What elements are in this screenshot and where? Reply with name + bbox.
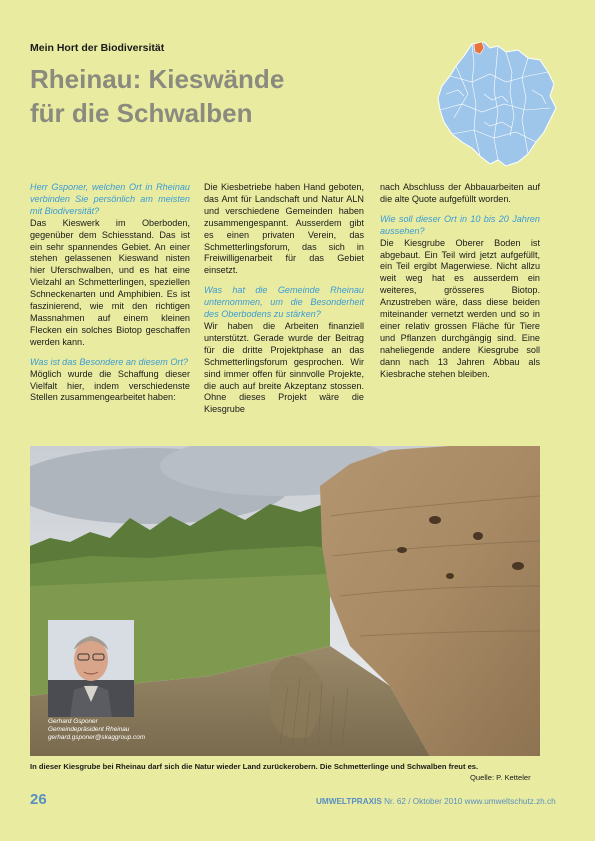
article-kicker: Mein Hort der Biodiversität	[30, 42, 165, 54]
portrait-role: Gemeindepräsident Rheinau	[48, 726, 130, 733]
photo-caption: In dieser Kiesgrube bei Rheinau darf sich die Natur wieder Land zurückerobern. Die Schmetterlinge und Schwalben freut es.	[30, 762, 479, 771]
answer-4: Die Kiesgrube Oberer Boden ist abgebaut. Ein Teil wird jetzt aufgefüllt, ein Teil ergibt Magerwiese. Nicht allzu weit weg hat es ausserdem ein weiteres, grösseres Biotop. Anzustreben wäre, dass diese beiden miteinander vernetzt werden und so in einer relativ grossen Fläche für Tiere und Pflanzen durchgängig sind. Eine naheliegende andere Kiesgrube soll dann nach 13 Jahren Abbau als Kiesbrache stehen bleiben.	[380, 237, 540, 379]
canton-map	[432, 38, 560, 170]
answer-2: Möglich wurde die Schaffung dieser Vielfalt hier, indem verschiedenste Stellen zusammengearbeitet haben:	[30, 368, 190, 403]
answer-2-continued: Die Kiesbetriebe haben Hand geboten, das Amt für Landschaft und Natur ALN und verschiedene Gemeinden haben zusammengespannt. Ausserdem gibt es einen privaten Verein, das Schmetterlingsforum, das sich in Freiwilligenarbeit für das Gebiet einsetzt.	[204, 182, 364, 276]
answer-3-continued: nach Abschluss der Abbauarbeiten auf die alte Quote aufgefüllt worden.	[380, 182, 540, 204]
answer-1: Das Kieswerk im Oberboden, gegenüber dem Schiesstand. Das ist ein sehr spannendes Gebiet. An einer stehen gelassenen Kieswand nisten hier Uferschwalben, und es hat eine Vielzahl an Schmetterlingen, speziellen Schneckenarten und Amphibien. Es ist faszinierend, wie mit den richtigen Massnahmen auf einem kleinen Flecken ein solches Biotop geschaffen werden kann.	[30, 217, 190, 347]
question-1: Herr Gsponer, welchen Ort in Rheinau verbinden Sie persönlich am meisten mit Biodiversität?	[30, 182, 190, 216]
photo-source: Quelle: P. Ketteler	[470, 773, 531, 782]
article-title: Rheinau: Kieswände für die Schwalben	[30, 64, 285, 128]
footer-url[interactable]: www.umweltschutz.zh.ch	[464, 797, 556, 806]
portrait-caption	[48, 718, 145, 742]
footer-info	[316, 797, 556, 806]
canton-outline	[438, 42, 556, 166]
article-column-2	[204, 182, 364, 424]
answer-3: Wir haben die Arbeiten finanziell unterstützt. Gerade wurde der Beitrag für die dritte Projektphase an das Schmetterlingsforum gesprochen. Wir sind immer offen für sinnvolle Projekte, die auch auf breite Akzeptanz stossen. Ohne dieses Projekt wäre die Kiesgrube	[204, 320, 364, 415]
article-column-1	[30, 182, 190, 412]
portrait-email: gerhard.gsponer@skaggroup.com	[48, 734, 146, 741]
gravel-pit-photo	[30, 446, 540, 756]
page-number: 26	[30, 791, 47, 808]
question-4: Wie soll dieser Ort in 10 bis 20 Jahren aussehen?	[380, 213, 540, 236]
article-column-3	[380, 182, 540, 389]
magazine-name: UMWELTPRAXIS	[316, 797, 382, 806]
question-3: Was hat die Gemeinde Rheinau unternommen, um die Besonderheit des Oberbodens zu stärken?	[204, 285, 364, 320]
portrait-photo	[48, 620, 134, 717]
issue-info: Nr. 62 / Oktober 2010	[384, 797, 463, 806]
question-2: Was ist das Besondere an diesem Ort?	[30, 356, 189, 367]
portrait-name: Gerhard Gsponer	[48, 718, 98, 725]
